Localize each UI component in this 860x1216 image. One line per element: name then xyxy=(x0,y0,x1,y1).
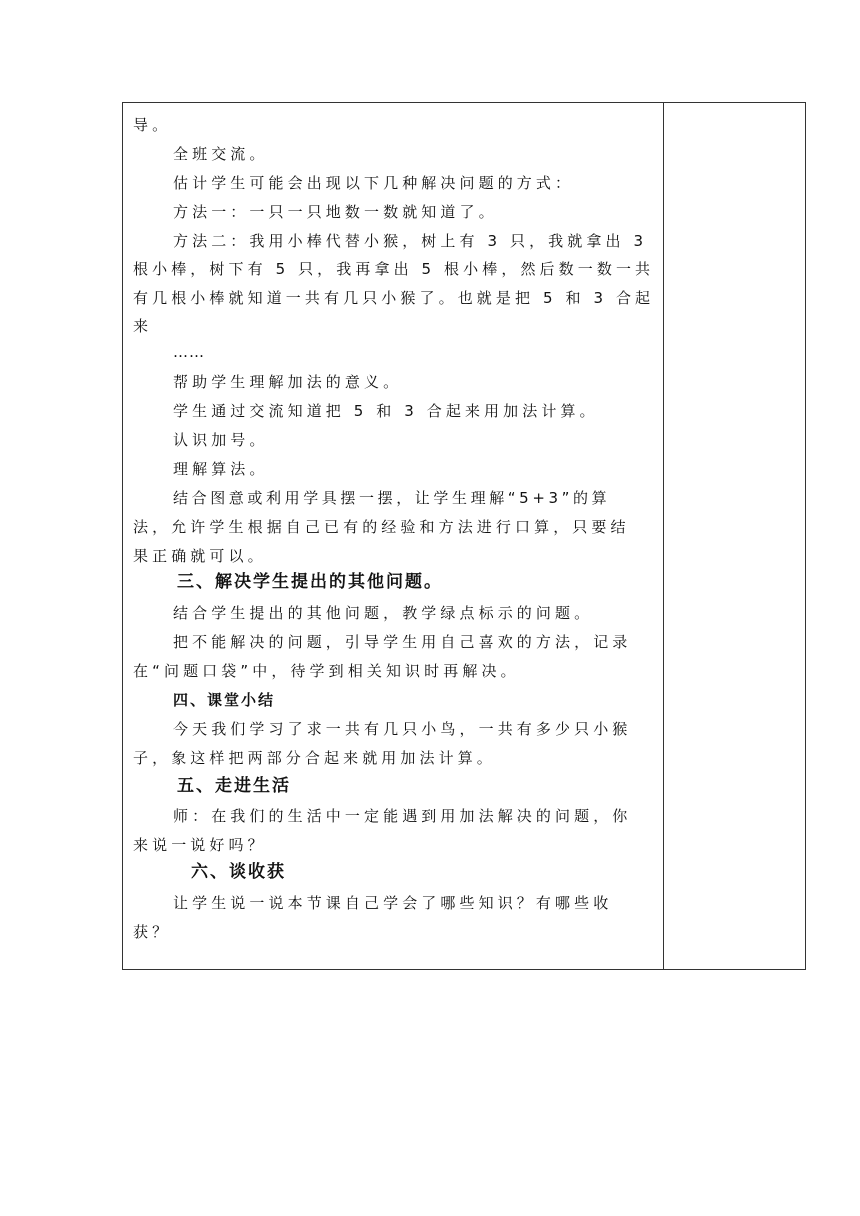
text-line: 方法二：我用小棒代替小猴，树上有 3 只，我就拿出 3 xyxy=(173,232,648,250)
text-line: 结合图意或利用学具摆一摆，让学生理解“5+3”的算 xyxy=(173,489,611,507)
text-line: 估计学生可能会出现以下几种解决问题的方式： xyxy=(173,174,575,192)
text-line: 认识加号。 xyxy=(173,431,269,449)
text-line: 理解算法。 xyxy=(173,460,269,478)
text-line: 方法一：一只一只地数一数就知道了。 xyxy=(173,203,498,221)
text-line: 学生通过交流知道把 5 和 3 合起来用加法计算。 xyxy=(173,402,599,420)
ellipsis: …… xyxy=(173,343,205,361)
section-heading-5: 五、走进生活 xyxy=(177,776,291,796)
text-line: 结合学生提出的其他问题，教学绿点标示的问题。 xyxy=(173,604,594,622)
lesson-table xyxy=(122,102,806,970)
section-heading-6: 六、谈收获 xyxy=(191,862,286,882)
text-line: 帮助学生理解加法的意义。 xyxy=(173,373,403,391)
text-line: 子，象这样把两部分合起来就用加法计算。 xyxy=(133,749,496,767)
text-line: 获？ xyxy=(133,923,172,941)
text-line: 在“问题口袋”中，待学到相关知识时再解决。 xyxy=(133,662,520,680)
text-line: 把不能解决的问题，引导学生用自己喜欢的方法，记录 xyxy=(173,633,632,651)
section-heading-4: 四、课堂小结 xyxy=(173,691,276,709)
main-column xyxy=(123,103,664,969)
text-line: 让学生说一说本节课自己学会了哪些知识？有哪些收 xyxy=(173,894,613,912)
text-line: 师：在我们的生活中一定能遇到用加法解决的问题，你 xyxy=(173,807,632,825)
text-line: 今天我们学习了求一共有几只小鸟，一共有多少只小猴 xyxy=(173,720,632,738)
text-line: 有几根小棒就知道一共有几只小猴了。也就是把 5 和 3 合起 xyxy=(133,289,655,307)
notes-column xyxy=(664,103,805,969)
section-heading-3: 三、解决学生提出的其他问题。 xyxy=(177,572,443,592)
text-line: 来 xyxy=(133,317,153,335)
text-line: 法，允许学生根据自己已有的经验和方法进行口算，只要结 xyxy=(133,518,630,536)
text-line: 来说一说好吗？ xyxy=(133,836,267,854)
text-line: 果正确就可以。 xyxy=(133,547,267,565)
text-line: 导。 xyxy=(133,116,172,134)
text-line: 根小棒，树下有 5 只，我再拿出 5 根小棒，然后数一数一共 xyxy=(133,260,655,278)
text-line: 全班交流。 xyxy=(173,145,269,163)
